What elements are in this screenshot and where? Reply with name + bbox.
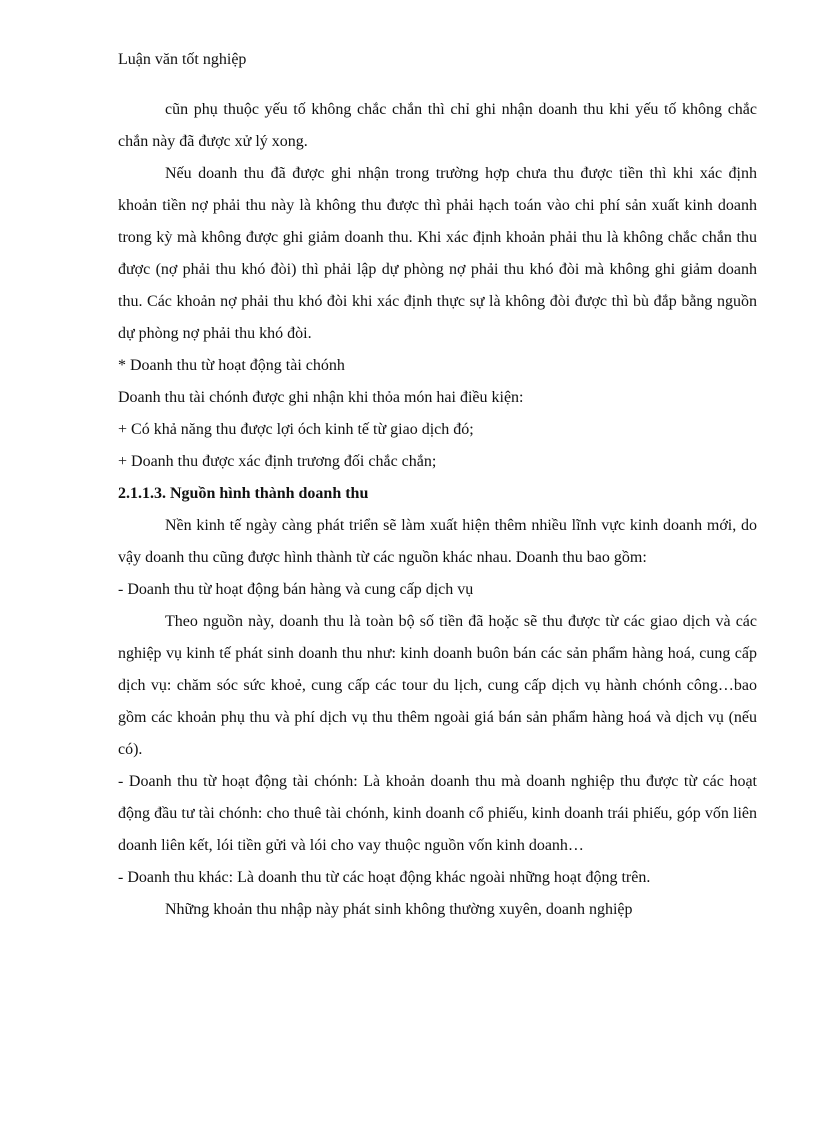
section-heading: 2.1.1.3. Nguồn hình thành doanh thu <box>118 485 369 502</box>
paragraph-revenue-sources: Nền kinh tế ngày càng phát triển sẽ làm xuất hiện thêm nhiều lĩnh vực kinh doanh mới, do vậy doanh thu cũng được hình thành từ các nguồn khác nhau. Doanh thu bao gồm: <box>118 517 757 566</box>
running-header: Luận văn tốt nghiệp <box>118 51 247 68</box>
condition-item-2: + Doanh thu được xác định trương đối chắc chắn; <box>118 453 437 470</box>
condition-item-1: + Có khả năng thu được lợi óch kinh tế từ giao dịch đó; <box>118 421 474 438</box>
document-body <box>118 94 757 926</box>
paragraph-irregular-income: Những khoản thu nhập này phát sinh không thường xuyên, doanh nghiệp <box>165 901 633 918</box>
paragraph-bad-debt: Nếu doanh thu đã được ghi nhận trong trường hợp chưa thu được tiền thì khi xác định khoản tiền nợ phải thu này là không thu được thì phải hạch toán vào chi phí sản xuất kinh doanh trong kỳ mà không được ghi giảm doanh thu. Khi xác định khoản phải thu là không chắc chắn thu được (nợ phải thu khó đòi) thì phải lập dự phòng nợ phải thu khó đòi mà không ghi giảm doanh thu. Các khoản nợ phải thu khó đòi khi xác định thực sự là không đòi được thì bù đắp bằng nguồn dự phòng nợ phải thu khó đòi. <box>118 165 757 342</box>
paragraph-uncertainty-condition: cũn phụ thuộc yếu tố không chắc chắn thì chỉ ghi nhận doanh thu khi yếu tố không chắc chắn này đã được xử lý xong. <box>118 101 757 150</box>
list-item-financial-revenue: - Doanh thu từ hoạt động tài chónh: Là khoản doanh thu mà doanh nghiệp thu được từ các hoạt động đầu tư tài chónh: cho thuê tài chónh, kinh doanh cổ phiếu, kinh doanh trái phiếu, góp vốn liên doanh liên kết, lói tiền gửi và lói cho vay thuộc nguồn vốn kinh doanh… <box>118 773 757 854</box>
heading-financial-revenue: * Doanh thu từ hoạt động tài chónh <box>118 357 345 374</box>
list-item-sales-revenue: - Doanh thu từ hoạt động bán hàng và cung cấp dịch vụ <box>118 581 474 598</box>
paragraph-financial-conditions: Doanh thu tài chónh được ghi nhận khi thỏa món hai điều kiện: <box>118 389 524 406</box>
paragraph-sales-revenue-detail: Theo nguồn này, doanh thu là toàn bộ số tiền đã hoặc sẽ thu được từ các giao dịch và các nghiệp vụ kinh tế phát sinh doanh thu như: kinh doanh buôn bán các sản phẩm hàng hoá, cung cấp dịch vụ: chăm sóc sức khoẻ, cung cấp các tour du lịch, cung cấp dịch vụ hành chónh công…bao gồm các khoản phụ thu và phí dịch vụ thu thêm ngoài giá bán sản phẩm hàng hoá và dịch vụ (nếu có). <box>118 613 757 758</box>
list-item-other-revenue: - Doanh thu khác: Là doanh thu từ các hoạt động khác ngoài những hoạt động trên. <box>118 869 651 886</box>
